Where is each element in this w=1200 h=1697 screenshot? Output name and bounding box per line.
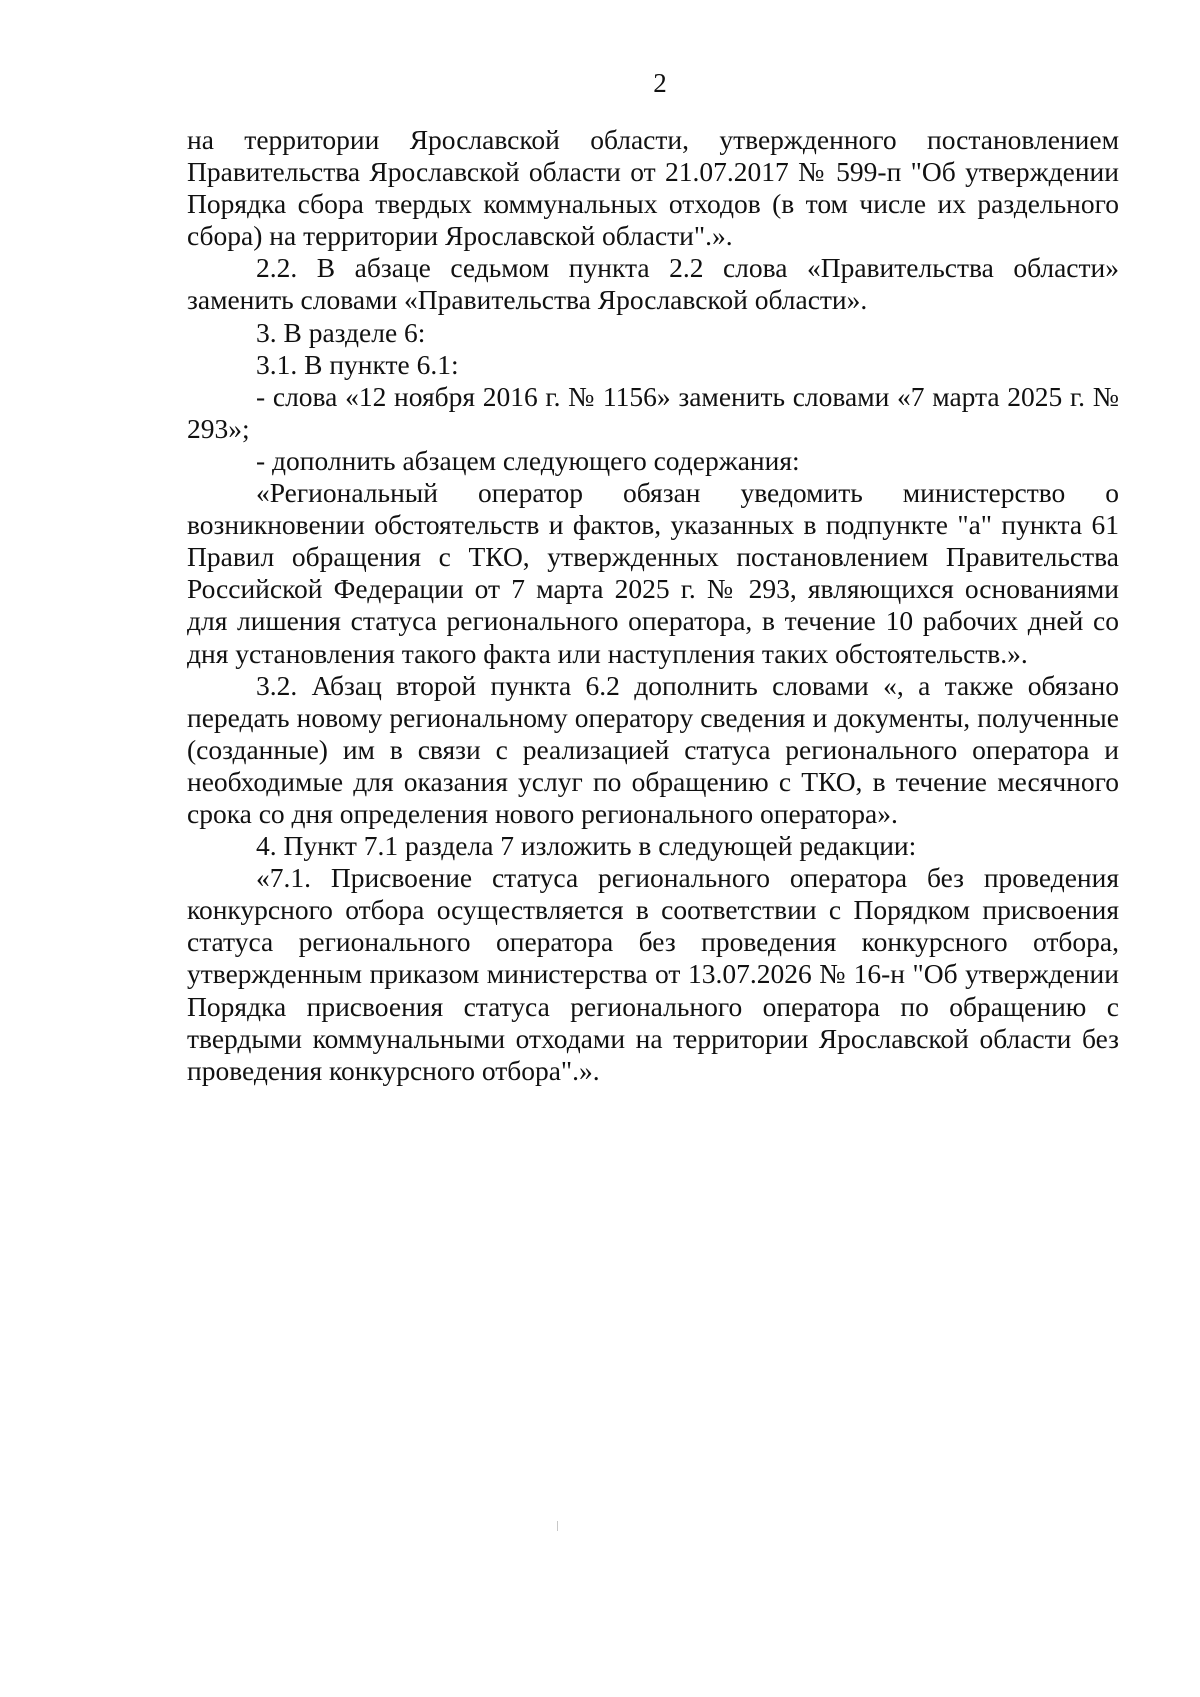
- paragraph-3-2: 3.2. Абзац второй пункта 6.2 дополнить словами «, а также обязано передать новому региональному оператору сведения и документы, полученные (созданные) им в связи с реализацией статуса регионального оператора и необходимые для оказания услуг по обращению с ТКО, в течение месячного срока со дня определения нового регионального оператора».: [187, 669, 1119, 829]
- paragraph-4: 4. Пункт 7.1 раздела 7 изложить в следующей редакции:: [256, 830, 917, 862]
- paragraph-continuation: на территории Ярославской области, утвержденного постановлением Правительства Ярославской области от 21.07.2017 № 599-п "Об утверждении Порядка сбора твердых коммунальных отходов (в том числе их раздельного сбора) на территории Ярославской области".».: [187, 124, 1119, 252]
- paragraph-3-1-add: - дополнить абзацем следующего содержания:: [256, 444, 800, 476]
- paragraph-2-2: 2.2. В абзаце седьмом пункта 2.2 слова «Правительства области» заменить словами «Правительства Ярославской области».: [187, 252, 1119, 316]
- paragraph-3: 3. В разделе 6:: [256, 316, 426, 348]
- paragraph-7-1-quote: «7.1. Присвоение статуса регионального оператора без проведения конкурсного отбора осуществляется в соответствии с Порядком присвоения статуса регионального оператора без проведения конкурсного отбора, утвержденным приказом министерства от 13.07.2026 № 16-н "Об утверждении Порядка присвоения статуса регионального оператора по обращению с твердыми коммунальными отходами на территории Ярославской области без проведения конкурсного отбора".».: [187, 862, 1119, 1086]
- document-body: [187, 124, 1119, 1087]
- paragraph-3-1: 3.1. В пункте 6.1:: [256, 348, 459, 380]
- paragraph-3-1-words: - слова «12 ноября 2016 г. № 1156» заменить словами «7 марта 2025 г. № 293»;: [187, 380, 1119, 444]
- page-number: 2: [653, 68, 667, 98]
- paragraph-3-1-quote: «Региональный оператор обязан уведомить министерство о возникновении обстоятельств и фактов, указанных в подпункте "а" пункта 61 Правил обращения с ТКО, утвержденных постановлением Правительства Российской Федерации от 7 марта 2025 г. № 293, являющихся основаниями для лишения статуса регионального оператора, в течение 10 рабочих дней со дня установления такого факта или наступления таких обстоятельств.».: [187, 477, 1119, 669]
- scan-speck: [557, 1521, 558, 1531]
